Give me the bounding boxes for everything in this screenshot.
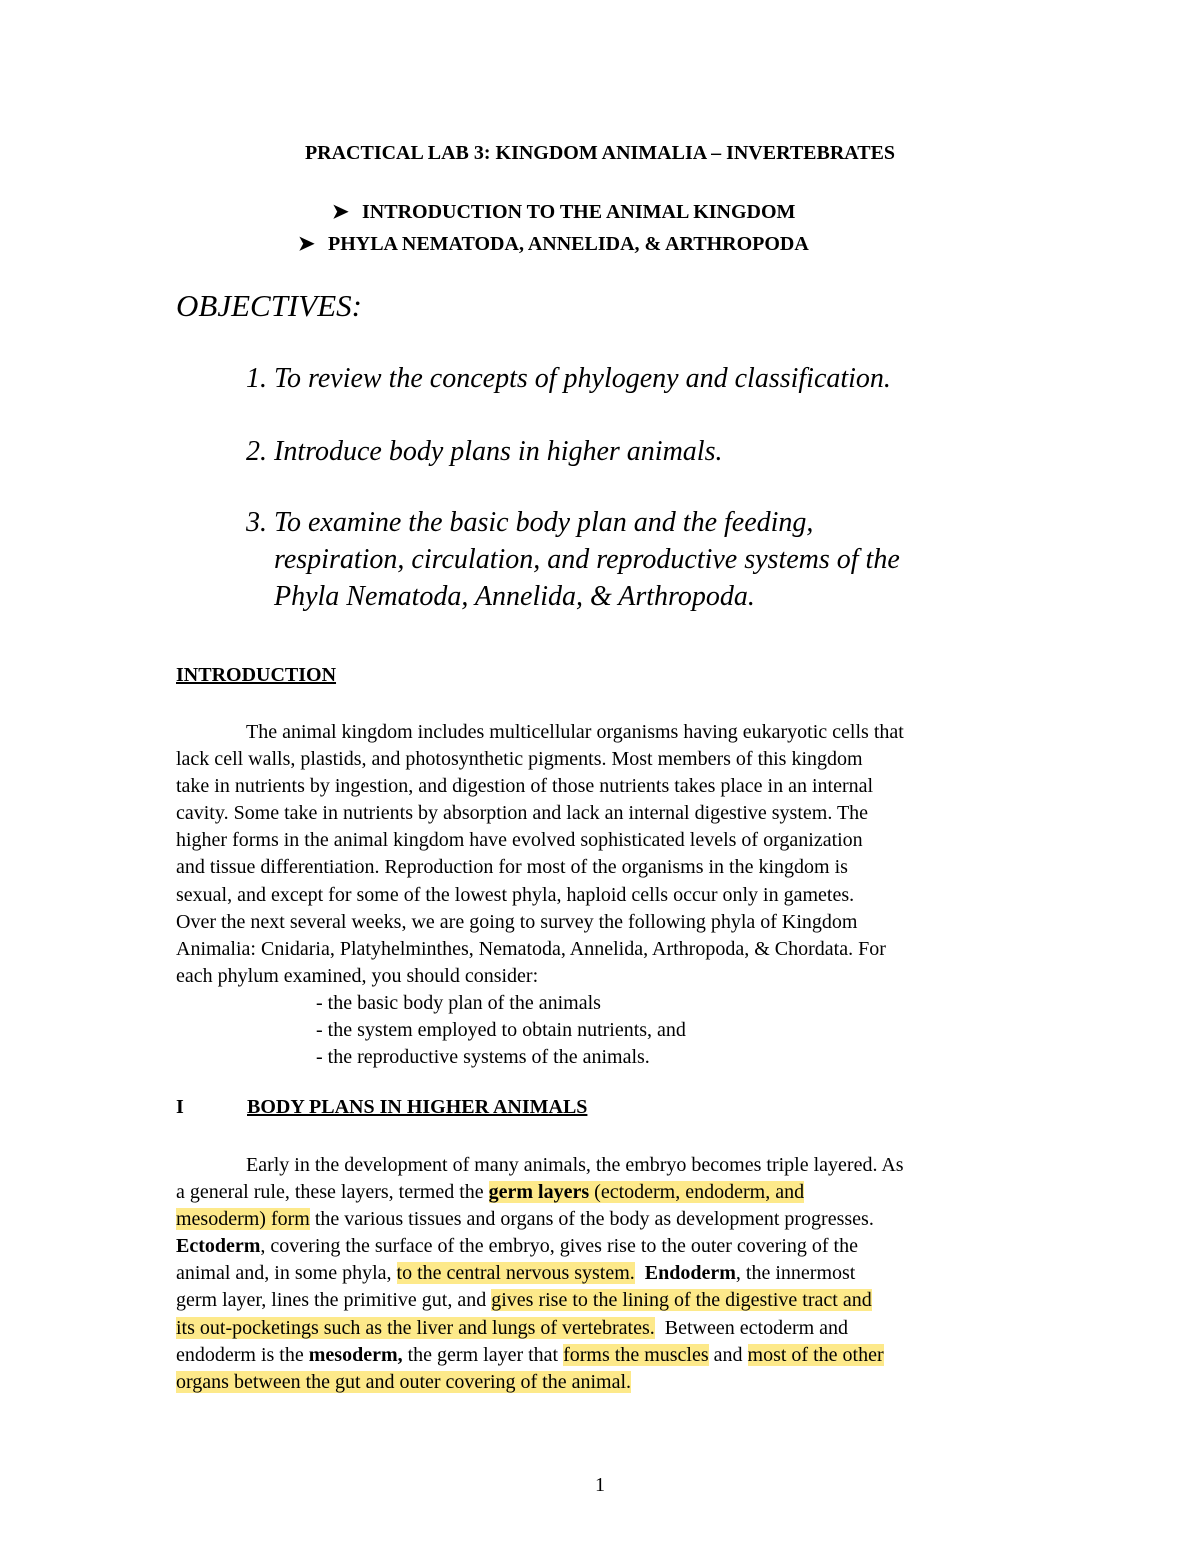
highlighted-text: gives rise to the lining of the digestive tract and	[491, 1289, 872, 1312]
paragraph-line: mesoderm) form the various tissues and organs of the body as development progresses.	[176, 1208, 874, 1231]
body-plans-paragraph	[176, 1152, 1036, 1396]
objective-item: 2. Introduce body plans in higher animals.	[246, 436, 723, 467]
paragraph-line: and tissue differentiation. Reproduction for most of the organisms in the kingdom is	[176, 856, 848, 879]
bullet-item	[332, 199, 795, 224]
paragraph-line: a general rule, these layers, termed the germ layers (ectoderm, endoderm, and	[176, 1181, 805, 1204]
section-number: I	[176, 1096, 184, 1118]
highlighted-text: (ectoderm, endoderm, and	[589, 1181, 805, 1204]
highlighted-term: germ layers	[488, 1181, 590, 1204]
paragraph-line: each phylum examined, you should consider:	[176, 964, 539, 987]
paragraph-line: take in nutrients by ingestion, and digestion of those nutrients takes place in an internal	[176, 775, 874, 798]
highlighted-text: its out-pocketings such as the liver and lungs of vertebrates.	[176, 1316, 655, 1339]
paragraph-line: animal and, in some phyla, to the central nervous system. Endoderm, the innermost	[176, 1262, 856, 1285]
paragraph-line: Animalia: Cnidaria, Platyhelminthes, Nematoda, Annelida, Arthropoda, & Chordata. For	[176, 937, 886, 960]
list-item: - the system employed to obtain nutrients, and	[316, 1019, 686, 1042]
paragraph-line: The animal kingdom includes multicellular organisms having eukaryotic cells that	[246, 721, 904, 743]
consider-list	[316, 990, 686, 1071]
page-number: 1	[595, 1474, 605, 1496]
paragraph-line: higher forms in the animal kingdom have evolved sophisticated levels of organization	[176, 829, 863, 852]
objectives-heading: OBJECTIVES:	[176, 288, 362, 323]
arrow-bullet-icon: ➤	[332, 201, 349, 223]
paragraph-line: endoderm is the mesoderm, the germ layer that forms the muscles and most of the other	[176, 1343, 884, 1366]
paragraph-line: its out-pocketings such as the liver and lungs of vertebrates. Between ectoderm and	[176, 1316, 849, 1339]
paragraph-line: cavity. Some take in nutrients by absorption and lack an internal digestive system. The	[176, 802, 869, 825]
paragraph-line: Ectoderm, covering the surface of the embryo, gives rise to the outer covering of the	[176, 1235, 858, 1258]
highlighted-text: to the central nervous system.	[396, 1262, 635, 1285]
section-heading: BODY PLANS IN HIGHER ANIMALS	[247, 1096, 588, 1118]
objective-item-continued: respiration, circulation, and reproductive systems of the	[274, 544, 900, 575]
highlighted-text: organs between the gut and outer covering of the animal.	[176, 1370, 632, 1393]
highlighted-text: most of the other	[747, 1343, 884, 1366]
list-item: - the basic body plan of the animals	[316, 992, 601, 1014]
paragraph-line: Over the next several weeks, we are going to survey the following phyla of Kingdom	[176, 910, 858, 933]
bullet-text: INTRODUCTION TO THE ANIMAL KINGDOM	[362, 201, 796, 223]
bold-term: mesoderm,	[308, 1343, 403, 1366]
paragraph-line: sexual, and except for some of the lowest phyla, haploid cells occur only in gametes.	[176, 883, 855, 906]
highlighted-text: mesoderm) form	[176, 1208, 310, 1231]
paragraph-line	[176, 1369, 1036, 1396]
bullet-item	[298, 231, 809, 256]
page-title: PRACTICAL LAB 3: KINGDOM ANIMALIA – INVERTEBRATES	[304, 142, 896, 164]
highlighted-text: forms the muscles	[563, 1343, 709, 1366]
paragraph-line: germ layer, lines the primitive gut, and gives rise to the lining of the digestive tract and	[176, 1289, 872, 1312]
list-item: - the reproductive systems of the animals.	[316, 1046, 650, 1069]
objective-item: 1. To review the concepts of phylogeny and classification.	[246, 363, 891, 394]
bold-term: Ectoderm	[176, 1235, 261, 1258]
bullet-text: PHYLA NEMATODA, ANNELIDA, & ARTHROPODA	[328, 233, 809, 255]
bold-term: Endoderm	[644, 1262, 736, 1285]
introduction-heading: INTRODUCTION	[176, 664, 337, 686]
arrow-bullet-icon: ➤	[298, 233, 315, 255]
objective-item-continued: Phyla Nematoda, Annelida, & Arthropoda.	[274, 581, 755, 612]
paragraph-line: lack cell walls, plastids, and photosynthetic pigments. Most members of this kingdom	[176, 748, 863, 771]
paragraph-line: Early in the development of many animals, the embryo becomes triple layered. As	[246, 1154, 904, 1176]
objective-item: 3. To examine the basic body plan and the feeding,	[246, 507, 814, 538]
introduction-paragraph	[176, 719, 1036, 990]
